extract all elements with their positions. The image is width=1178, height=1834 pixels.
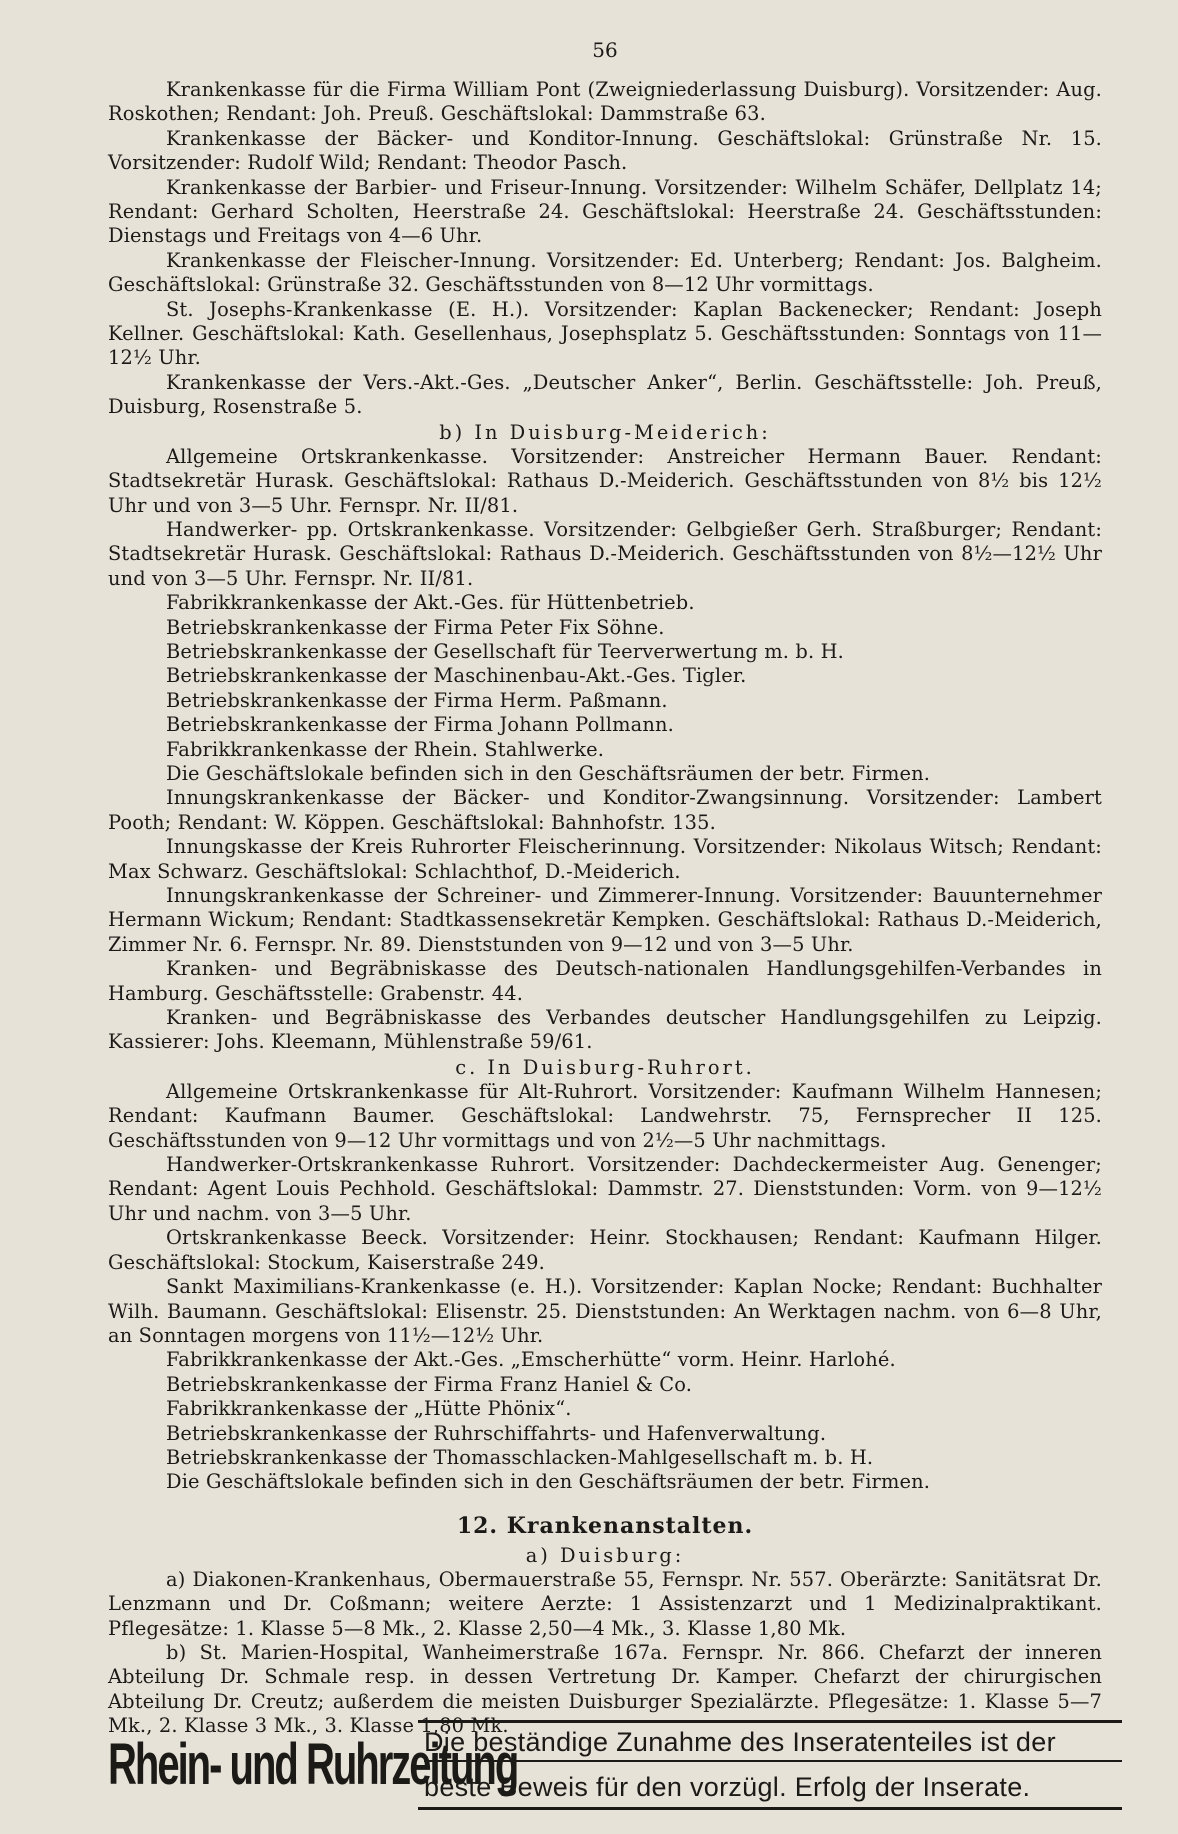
subheading-meiderich: b) In Duisburg-Meiderich: — [439, 420, 771, 444]
paragraph: St. Josephs-Krankenkasse (E. H.). Vorsitzender: Kaplan Backenecker; Rendant: Joseph Kellner. Geschäftslokal: Kath. Gesellenhaus, Josephsplatz 5. Geschäftsstunden: Sonntags von 11—12½ Uhr. — [108, 297, 1102, 370]
section-title-hospitals: 12. Krankenanstalten. — [456, 1512, 754, 1539]
advertisement-banner — [108, 1720, 1122, 1810]
subheading-ruhrort: c. In Duisburg-Ruhrort. — [455, 1055, 755, 1079]
paragraph: Innungskrankenkasse der Schreiner- und Zimmerer-Innung. Vorsitzender: Bauunternehmer Hermann Wickum; Rendant: Stadtkassensekretär Kempken. Geschäftslokal: Rathaus D.-Meiderich, Zimmer Nr. 6. Fernspr. Nr. 89. Dienststunden von 9—12 und von 3—5 Uhr. — [108, 884, 1102, 956]
paragraph: Innungskasse der Kreis Ruhrorter Fleischerinnung. Vorsitzender: Nikolaus Witsch; Rendant: Max Schwarz. Geschäftslokal: Schlachthof, D.-Meiderich. — [108, 835, 1102, 883]
paragraph: Betriebskrankenkasse der Firma Franz Haniel & Co. — [166, 1372, 693, 1396]
paragraph: Kranken- und Begräbniskasse des Deutsch-nationalen Handlungsgehilfen-Verbandes in Hamburg. Geschäftsstelle: Grabenstr. 44. — [108, 957, 1102, 1005]
paragraph: Krankenkasse der Fleischer-Innung. Vorsitzender: Ed. Unterberg; Rendant: Jos. Balgheim. Geschäftslokal: Grünstraße 32. Geschäftsstunden von 8—12 Uhr vormittags. — [108, 248, 1102, 297]
paragraph: Betriebskrankenkasse der Firma Johann Pollmann. — [166, 713, 674, 737]
paragraph: Die Geschäftslokale befinden sich in den Geschäftsräumen der betr. Firmen. — [166, 1470, 931, 1494]
section-health-insurance-duisburg — [108, 78, 1102, 420]
paragraph: Krankenkasse der Barbier- und Friseur-Innung. Vorsitzender: Wilhelm Schäfer, Dellplatz 14; Rendant: Gerhard Scholten, Heerstraße 24. Geschäftslokal: Heerstraße 24. Geschäftsstunden: Dienstags und Freitags von 4—6 Uhr. — [108, 175, 1102, 248]
paragraph: Allgemeine Ortskrankenkasse. Vorsitzender: Anstreicher Hermann Bauer. Rendant: Stadtsekretär Hurask. Geschäftslokal: Rathaus D.-Meiderich. Geschäftsstunden von 8½ bis 12½ Uhr und von 3—5 Uhr. Fernspr. Nr. II/81. — [108, 444, 1102, 517]
ad-line-2: beste Beweis für den vorzügl. Erfolg der Inserate. — [424, 1772, 1031, 1802]
advertisement-text — [418, 1720, 1122, 1810]
paragraph: Ortskrankenkasse Beeck. Vorsitzender: Heinr. Stockhausen; Rendant: Kaufmann Hilger. Geschäftslokal: Stockum, Kaiserstraße 249. — [108, 1226, 1102, 1274]
paragraph: Innungskrankenkasse der Bäcker- und Konditor-Zwangsinnung. Vorsitzender: Lambert Pooth; Rendant: W. Köppen. Geschäftslokal: Bahnhofstr. 135. — [108, 786, 1102, 834]
paragraph: Handwerker- pp. Ortskrankenkasse. Vorsitzender: Gelbgießer Gerh. Straßburger; Rendant: Stadtsekretär Hurask. Geschäftslokal: Rathaus D.-Meiderich. Geschäftsstunden von 8½—12½ Uhr und von 3—5 Uhr. Fernspr. Nr. II/81. — [108, 517, 1102, 590]
paragraph: Fabrikkrankenkasse der Rhein. Stahlwerke. — [166, 737, 605, 761]
paragraph: Betriebskrankenkasse der Firma Herm. Paßmann. — [166, 688, 668, 712]
paragraph: Betriebskrankenkasse der Ruhrschiffahrts- und Hafenverwaltung. — [166, 1421, 827, 1445]
paragraph: Betriebskrankenkasse der Gesellschaft für Teerverwertung m. b. H. — [166, 639, 844, 663]
paragraph: Sankt Maximilians-Krankenkasse (e. H.). Vorsitzender: Kaplan Nocke; Rendant: Buchhalter Wilh. Baumann. Geschäftslokal: Elisenstr. 25. Dienststunden: An Werktagen nachm. von 6—8 Uhr, an Sonntagen morgens von 11½—12½ Uhr. — [108, 1275, 1102, 1347]
paragraph: Allgemeine Ortskrankenkasse für Alt-Ruhrort. Vorsitzender: Kaufmann Wilhelm Hannesen; Rendant: Kaufmann Baumer. Geschäftslokal: Landwehrstr. 75, Fernsprecher II 125. Geschäftsstunden von 9—12 Uhr vormittags und von 2½—5 Uhr nachmittags. — [108, 1079, 1102, 1152]
paragraph: Krankenkasse der Vers.-Akt.-Ges. „Deutscher Anker“, Berlin. Geschäftsstelle: Joh. Preuß, Duisburg, Rosenstraße 5. — [108, 370, 1102, 419]
subheading-duisburg: a) Duisburg: — [525, 1543, 685, 1567]
paragraph: Kranken- und Begräbniskasse des Verbandes deutscher Handlungsgehilfen zu Leipzig. Kassierer: Johs. Kleemann, Mühlenstraße 59/61. — [108, 1006, 1102, 1054]
section-ruhrort — [108, 1080, 1102, 1495]
paragraph: Betriebskrankenkasse der Maschinenbau-Akt.-Ges. Tigler. — [166, 664, 747, 688]
paragraph: b) St. Marien-Hospital, Wanheimerstraße 167a. Fernspr. Nr. 866. Chefarzt der inneren Abteilung Dr. Schmale resp. in dessen Vertretung Dr. Kamper. Chefarzt der chirurgischen Abteilung Dr. Creutz; außerdem die meisten Duisburger Spezialärzte. Pflegesätze: 1. Klasse 5—7 Mk., 2. Klasse 3 Mk., 3. Klasse 1,80 Mk. — [108, 1640, 1102, 1738]
paragraph: a) Diakonen-Krankenhaus, Obermauerstraße 55, Fernspr. Nr. 557. Oberärzte: Sanitätsrat Dr. Lenzmann und Dr. Coßmann; weitere Aerzte: 1 Assistenzarzt und 1 Medizinalpraktikant. Pflegesätze: 1. Klasse 5—8 Mk., 2. Klasse 2,50—4 Mk., 3. Klasse 1,80 Mk. — [108, 1567, 1102, 1640]
paragraph: Krankenkasse der Bäcker- und Konditor-Innung. Geschäftslokal: Grünstraße Nr. 15. Vorsitzender: Rudolf Wild; Rendant: Theodor Pasch. — [108, 126, 1102, 175]
paragraph: Fabrikkrankenkasse der „Hütte Phönix“. — [166, 1397, 572, 1421]
page-number: 56 — [592, 38, 618, 62]
paragraph: Krankenkasse für die Firma William Pont (Zweigniederlassung Duisburg). Vorsitzender: Aug. Roskothen; Rendant: Joh. Preuß. Geschäftslokal: Dammstraße 63. — [108, 78, 1102, 126]
section-meiderich — [108, 445, 1102, 1055]
paragraph: Die Geschäftslokale befinden sich in den Geschäftsräumen der betr. Firmen. — [166, 761, 931, 785]
ad-line-1: Die beständige Zunahme des Inseratenteiles ist der — [424, 1724, 1122, 1762]
newspaper-logo: Rhein- und Ruhrzeitung — [108, 1732, 518, 1797]
paragraph: Betriebskrankenkasse der Thomasschlacken-Mahlgesellschaft m. b. H. — [166, 1445, 874, 1469]
paragraph: Fabrikkrankenkasse der Akt.-Ges. für Hüttenbetrieb. — [166, 591, 695, 615]
paragraph: Handwerker-Ortskrankenkasse Ruhrort. Vorsitzender: Dachdeckermeister Aug. Genenger; Rendant: Agent Louis Pechhold. Geschäftslokal: Dammstr. 27. Dienststunden: Vorm. von 9—12½ Uhr und nachm. von 3—5 Uhr. — [108, 1153, 1102, 1225]
paragraph: Betriebskrankenkasse der Firma Peter Fix Söhne. — [166, 615, 665, 639]
paragraph: Fabrikkrankenkasse der Akt.-Ges. „Emscherhütte“ vorm. Heinr. Harlohé. — [166, 1348, 896, 1372]
